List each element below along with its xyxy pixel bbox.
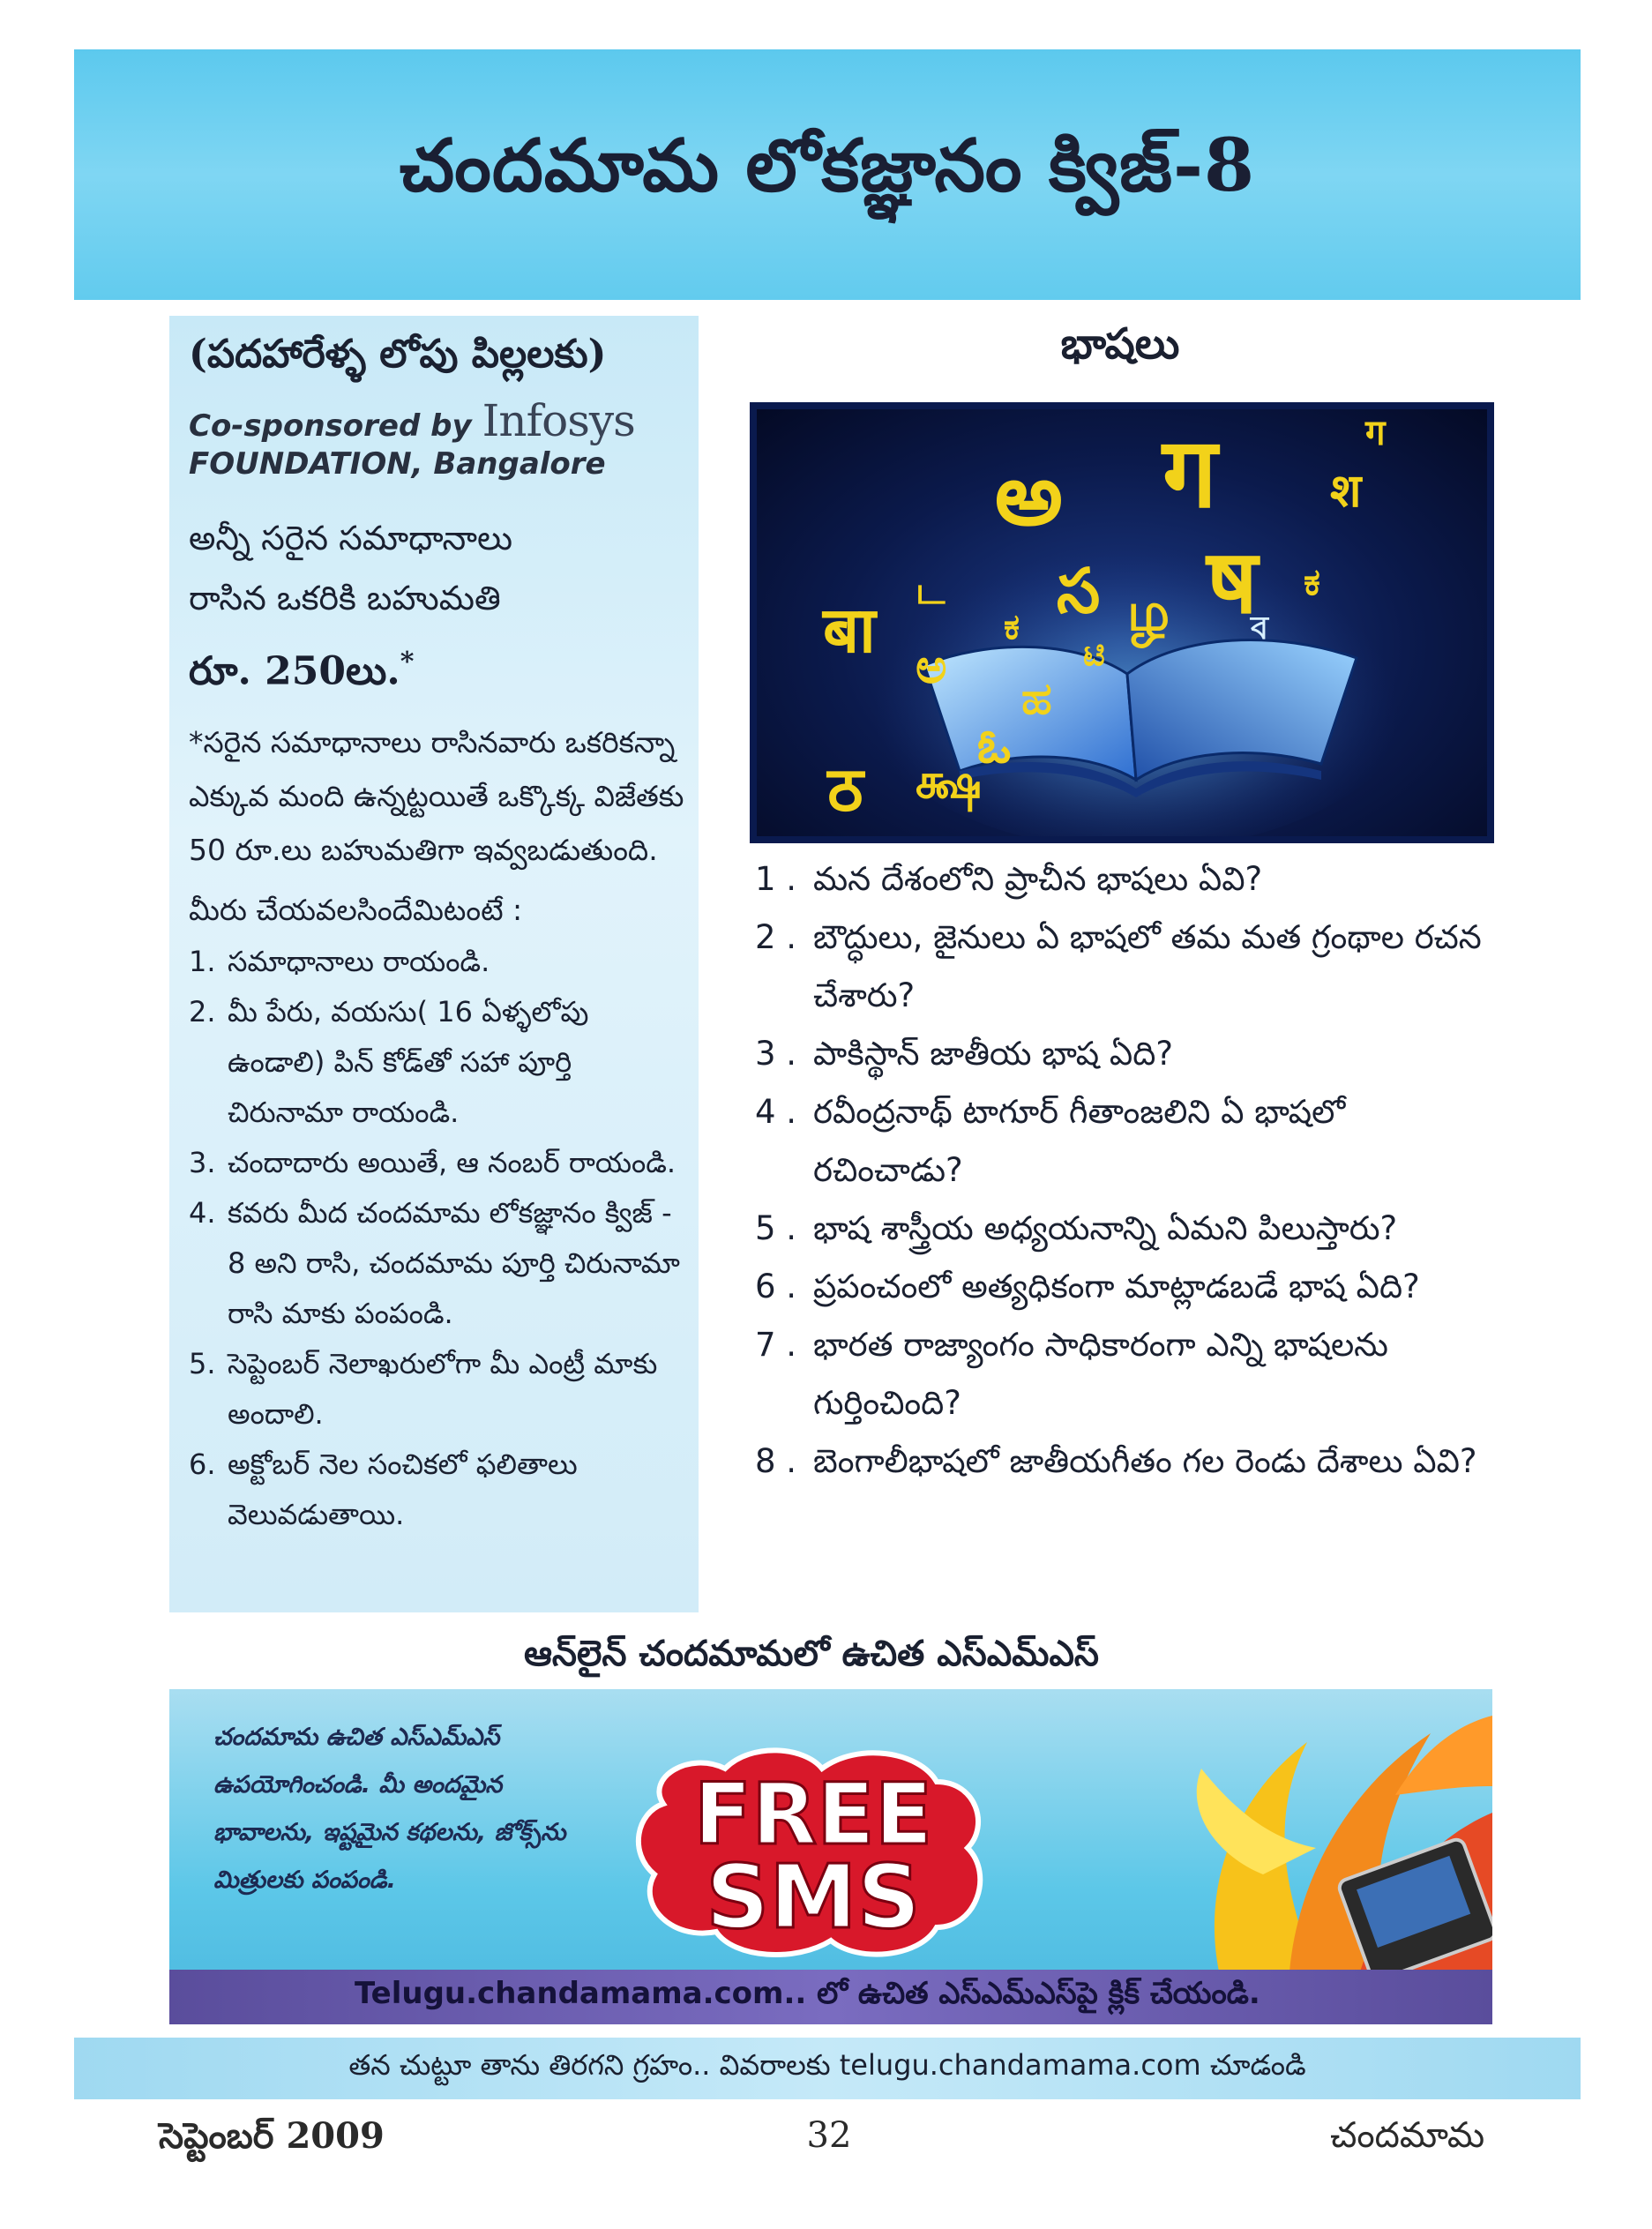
free-text: FREE	[693, 1765, 933, 1864]
question-number: 1 .	[755, 860, 797, 898]
question-text: పాకిస్థాన్ జాతీయ భాష ఏది?	[813, 1035, 1173, 1073]
instructions-panel	[169, 316, 699, 1612]
svg-text:ಕ: ಕ	[1004, 607, 1020, 647]
steps-list	[189, 937, 686, 1540]
footer-date: సెప్టెంబర్ 2009	[159, 2115, 385, 2157]
step-text: కవరు మీద చందమామ లోకజ్ఞానం క్విజ్ - 8 అని రాసి, చందమామ పూర్తి చిరునామా రాసి మాకు పంపండి.	[228, 1195, 680, 1330]
step-number: 1.	[189, 944, 216, 978]
step-item	[189, 1440, 686, 1540]
free-sms-logo	[628, 1742, 998, 1963]
question-item	[755, 1025, 1501, 1083]
question-number: 4 .	[755, 1093, 797, 1131]
sponsor-place: FOUNDATION, Bangalore	[189, 446, 606, 482]
svg-text:ठ: ठ	[827, 753, 863, 826]
svg-text:க்ஷ: க்ஷ	[916, 753, 983, 809]
question-item	[755, 1316, 1501, 1432]
bottom-info-strip	[74, 2038, 1581, 2099]
svg-text:అ: అ	[995, 445, 1063, 544]
question-text: రవీంద్రనాథ్ టాగూర్ గీతాంజలిని ఏ భాషలో రచించాడు?	[813, 1093, 1346, 1189]
svg-text:बा: बा	[823, 593, 876, 667]
step-number: 2.	[189, 994, 216, 1028]
svg-text:ব: ব	[1251, 610, 1269, 647]
question-item	[755, 1083, 1501, 1200]
prize-amount-value: రూ. 250లు.	[189, 648, 400, 694]
svg-text:స: స	[1057, 555, 1101, 627]
svg-text:ಟಿ: ಟಿ	[1083, 634, 1105, 673]
section-title: భాషలు	[1060, 319, 1180, 369]
infosys-logo: Infosys	[482, 395, 635, 446]
book-letters-graphic	[757, 409, 1487, 836]
step-number: 5.	[189, 1346, 216, 1380]
prize-amount	[189, 628, 686, 707]
question-item	[755, 909, 1501, 1025]
step-item	[189, 1138, 686, 1188]
step-item	[189, 987, 686, 1138]
step-text: చందాదారు అయితే, ఆ నంబర్ రాయండి.	[228, 1145, 676, 1179]
svg-text:श: श	[1330, 465, 1362, 518]
prize-footnote: *సరైన సమాధానాలు రాసినవారు ఒకరికన్నా ఎక్కువ మంది ఉన్నట్టయితే ఒక్కొక్క విజేతకు 50 రూ.లు బహుమతిగా ఇవ్వబడుతుంది.	[189, 724, 684, 867]
step-item	[189, 937, 686, 987]
question-text: బౌద్ధులు, జైనులు ఏ భాషలో తమ మత గ్రంథాల రచన చేశారు?	[813, 918, 1482, 1014]
color-splash-graphic	[1166, 1689, 1492, 1971]
svg-text:ಕ: ಕ	[1304, 560, 1320, 603]
step-item	[189, 1188, 686, 1339]
question-text: ప్రపంచంలో అత్యధికంగా మాట్లాడబడే భాష ఏది?	[813, 1268, 1420, 1305]
sms-heading: ఆన్‌లైన్ చందమామలో ఉచిత ఎస్ఎమ్ఎస్	[523, 1634, 1100, 1674]
question-number: 8 .	[755, 1442, 797, 1480]
question-number: 3 .	[755, 1035, 797, 1073]
question-number: 6 .	[755, 1268, 797, 1305]
question-text: భాష శాస్త్రీయ అధ్యయనాన్ని ఏమని పిలుస్తారు?	[813, 1209, 1398, 1247]
sms-text: SMS	[706, 1845, 921, 1949]
step-text: అక్టోబర్ నెల సంచికలో ఫలితాలు వెలువడుతాయి.	[228, 1447, 578, 1531]
step-number: 6.	[189, 1447, 216, 1481]
question-text: భారత రాజ్యాంగం సాధికారంగా ఎన్ని భాషలను గుర్తించింది?	[813, 1326, 1388, 1422]
step-number: 3.	[189, 1145, 216, 1179]
question-item	[755, 1432, 1501, 1491]
svg-text:ग: ग	[1162, 416, 1217, 529]
question-item	[755, 850, 1501, 909]
svg-text:ழ: ழ	[1127, 581, 1170, 643]
free-sms-banner[interactable]	[169, 1689, 1492, 2024]
question-number: 5 .	[755, 1209, 797, 1247]
todo-title: మీరు చేయవలసిందేమిటంటే :	[189, 892, 523, 927]
languages-illustration	[750, 402, 1494, 843]
sms-link-bar[interactable]	[169, 1970, 1492, 2024]
page-number: 32	[806, 2115, 852, 2156]
sms-link-text[interactable]: Telugu.chandamama.com.. లో ఉచిత ఎస్ఎమ్ఎస్‌పై క్లిక్ చేయండి.	[355, 1976, 1260, 2011]
svg-text:ட: ட	[916, 569, 946, 612]
age-note: (పదహారేళ్ళ లోపు పిల్లలకు)	[189, 332, 607, 377]
step-text: మీ పేరు, వయసు( 16 ఏళ్ళలోపు ఉండాలి) పిన్ కోడ్‌తో సహా పూర్తి చిరునామా రాయండి.	[228, 994, 589, 1129]
step-text: సెప్టెంబర్ నెలాఖరులోగా మీ ఎంట్రీ మాకు అందాలి.	[228, 1346, 658, 1431]
question-number: 2 .	[755, 918, 797, 956]
svg-text:ग: ग	[1365, 413, 1386, 453]
step-text: సమాధానాలు రాయండి.	[228, 944, 490, 978]
question-item	[755, 1200, 1501, 1258]
question-item	[755, 1258, 1501, 1316]
quiz-questions	[755, 850, 1501, 1491]
sponsor-prefix: Co-sponsored by	[189, 408, 472, 444]
page-title: చందమామ లోకజ్ఞానం క్విజ్-8	[399, 123, 1256, 208]
prize-star: *	[400, 647, 415, 677]
svg-text:ಹ: ಹ	[1021, 673, 1052, 724]
bottom-info-text: తన చుట్టూ తాను తిరగని గ్రహం.. వివరాలకు telugu.chandamama.com చూడండి	[348, 2048, 1306, 2082]
question-text: మన దేశంలోని ప్రాచీన భాషలు ఏవి?	[813, 860, 1263, 898]
question-number: 7 .	[755, 1326, 797, 1364]
svg-text:ఓ: ఓ	[977, 721, 1012, 774]
question-text: బెంగాలీభాషలో జాతీయగీతం గల రెండు దేశాలు ఏవి?	[813, 1442, 1477, 1480]
step-number: 4.	[189, 1195, 216, 1230]
prize-line-1: అన్నీ సరైన సమాధానాలు	[189, 519, 513, 557]
footer-magazine-name: చందమామ	[1330, 2115, 1485, 2156]
sponsor-line	[189, 395, 686, 446]
svg-text:ष: ष	[1207, 530, 1258, 633]
sms-description: చందమామ ఉచిత ఎస్ఎమ్ఎస్ ఉపయోగించండి. మీ అందమైన భావాలను, ఇష్టమైన కథలను, జోక్స్‌ను మిత్రులకు పంపండి.	[213, 1724, 566, 1894]
title-banner	[74, 49, 1581, 300]
svg-text:ಅ: ಅ	[916, 639, 947, 694]
step-item	[189, 1339, 686, 1440]
prize-line-2: రాసిన ఒకరికి బహుమతి	[189, 579, 501, 617]
